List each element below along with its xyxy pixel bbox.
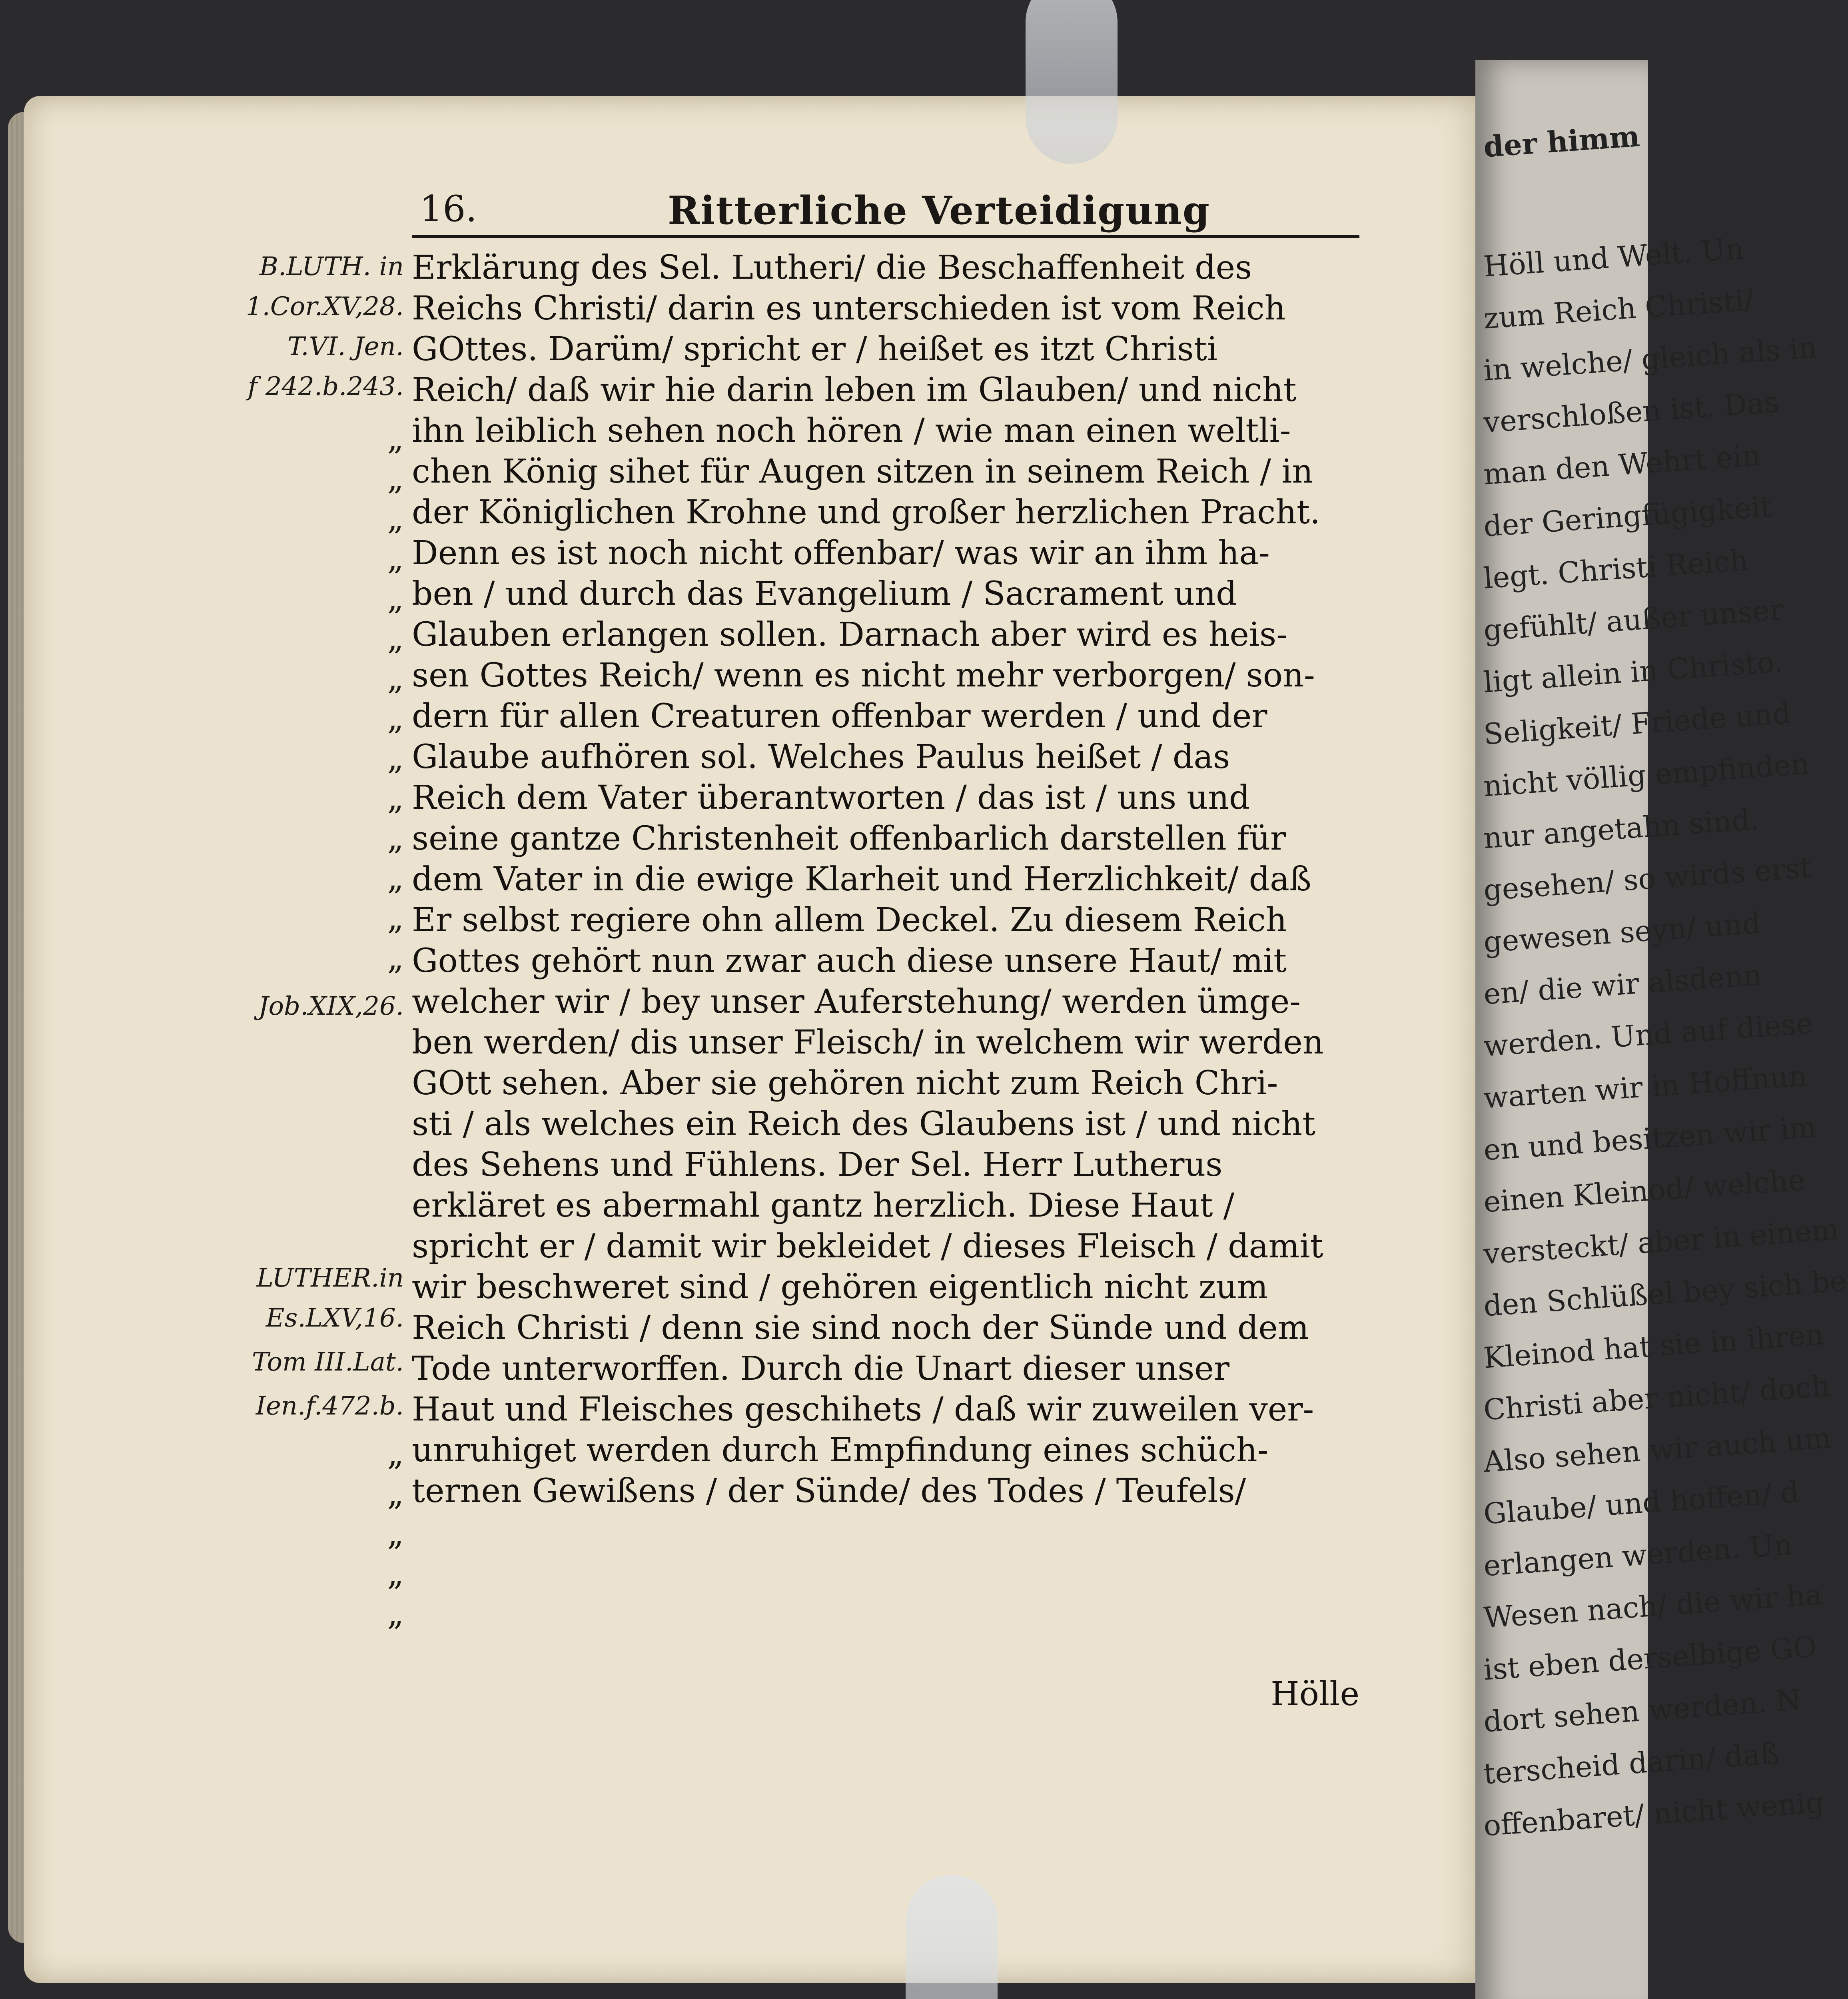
text-line: Reichs Christi/ darin es unterschieden ist vom Reich bbox=[412, 289, 1286, 327]
text-line: Reich dem Vater überantworten / das ist / uns und bbox=[412, 779, 1250, 817]
text-line: Tode unterworffen. Durch die Unart dieser unser bbox=[412, 1350, 1229, 1388]
quote-mark: „ bbox=[387, 540, 404, 577]
text-line: Glaube aufhören sol. Welches Paulus heißet / das bbox=[412, 738, 1230, 776]
margin-note: f 242.b.243. bbox=[247, 372, 404, 401]
margin-note: T.VI. Jen. bbox=[287, 332, 404, 361]
text-line: Erklärung des Sel. Lutheri/ die Beschaffenheit des bbox=[412, 249, 1252, 287]
text-line: spricht er / damit wir bekleidet / dieses Fleisch / damit bbox=[412, 1227, 1323, 1265]
facing-page-line: verschloßen ist. Das bbox=[1482, 385, 1780, 439]
text-line: welcher wir / bey unser Auferstehung/ werden ümge- bbox=[412, 983, 1301, 1021]
quote-mark: „ bbox=[387, 780, 404, 817]
facing-page-line: einen Kleinod/ welche bbox=[1482, 1163, 1806, 1219]
page-clip-top bbox=[1026, 0, 1118, 164]
facing-page-line: gesehen/ so wirds erst bbox=[1482, 850, 1813, 907]
facing-page-line: Glaube/ und hoffen/ d bbox=[1482, 1475, 1800, 1531]
quote-mark: „ bbox=[387, 1435, 404, 1472]
facing-page-line: zum Reich Christi/ bbox=[1482, 283, 1755, 335]
text-line: sen Gottes Reich/ wenn es nicht mehr verborgen/ son- bbox=[412, 656, 1315, 694]
margin-note: LUTHER.in bbox=[256, 1263, 404, 1293]
margin-note: Es.LXV,16. bbox=[265, 1303, 404, 1333]
quote-mark: „ bbox=[387, 740, 404, 777]
quote-mark: „ bbox=[387, 940, 404, 977]
quote-mark: „ bbox=[387, 1595, 404, 1632]
facing-page-line: nur angetahn sind. bbox=[1482, 802, 1760, 855]
text-line: der Königlichen Krohne und großer herzlichen Pracht. bbox=[412, 493, 1321, 531]
quote-mark: „ bbox=[387, 700, 404, 737]
text-line: ihn leiblich sehen noch hören / wie man einen weltli- bbox=[412, 412, 1291, 450]
text-line: Gottes gehört nun zwar auch diese unsere Haut/ mit bbox=[412, 942, 1287, 980]
text-line: unruhiget werden durch Empfindung eines schüch- bbox=[412, 1431, 1269, 1469]
text-line: sti / als welches ein Reich des Glaubens ist / und nicht bbox=[412, 1105, 1316, 1143]
facing-page-line: werden. Und auf diese bbox=[1482, 1006, 1814, 1063]
quote-mark: „ bbox=[387, 580, 404, 617]
quote-mark: „ bbox=[387, 500, 404, 537]
facing-page-line: Christi aber nicht/ doch bbox=[1482, 1369, 1831, 1427]
header-rule bbox=[412, 235, 1359, 238]
facing-page-line: ist eben derselbige GO bbox=[1482, 1630, 1818, 1687]
text-line: ben / und durch das Evangelium / Sacrament und bbox=[412, 575, 1237, 613]
facing-page-line: gewesen seyn/ und bbox=[1482, 906, 1762, 959]
text-line: Er selbst regiere ohn allem Deckel. Zu diesem Reich bbox=[412, 901, 1287, 939]
quote-mark: „ bbox=[387, 860, 404, 897]
facing-page-line: in welche/ gleich als in bbox=[1482, 330, 1818, 387]
facing-page-line: nicht völlig empfinden bbox=[1482, 746, 1810, 803]
quote-mark: „ bbox=[387, 1475, 404, 1512]
running-head: Ritterliche Verteidigung bbox=[668, 188, 1210, 233]
facing-page-line: Wesen nach/ die wir ha bbox=[1482, 1577, 1823, 1635]
facing-page-line: en/ die wir alsdenn bbox=[1482, 958, 1763, 1011]
facing-page-line: der Geringfügigkeit bbox=[1482, 489, 1773, 543]
quote-mark: „ bbox=[387, 460, 404, 497]
text-line: Reich/ daß wir hie darin leben im Glauben/ und nicht bbox=[412, 371, 1297, 409]
text-line: Glauben erlangen sollen. Darnach aber wird es heis- bbox=[412, 616, 1287, 654]
facing-page-line: gefühlt/ außer unser bbox=[1482, 593, 1784, 647]
facing-page-line: offenbaret/ nicht wenig bbox=[1482, 1785, 1825, 1843]
facing-page-line: ligt allein in Christo. bbox=[1482, 644, 1784, 699]
facing-page-line: erlangen werden. Un bbox=[1482, 1527, 1794, 1583]
facing-page-line: Seligkeit/ Friede und bbox=[1482, 696, 1792, 751]
page-clip-bottom bbox=[906, 1875, 998, 1999]
facing-page-line: Höll und Welt. Un bbox=[1482, 231, 1745, 283]
text-line: des Sehens und Fühlens. Der Sel. Herr Lutherus bbox=[412, 1146, 1223, 1184]
margin-note: Tom III.Lat. bbox=[251, 1347, 404, 1377]
quote-mark: „ bbox=[387, 660, 404, 697]
text-line: ternen Gewißens / der Sünde/ des Todes / Teufels/ bbox=[412, 1472, 1246, 1510]
facing-page-fragment bbox=[1475, 60, 1848, 1999]
facing-page-line: man den Wehrt ein bbox=[1482, 438, 1762, 491]
quote-mark: „ bbox=[387, 900, 404, 937]
text-line: Haut und Fleisches geschihets / daß wir zuweilen ver- bbox=[412, 1391, 1314, 1428]
text-line: Denn es ist noch nicht offenbar/ was wir an ihm ha- bbox=[412, 534, 1270, 572]
facing-page-line: Kleinod hat sie in ihren bbox=[1482, 1317, 1825, 1375]
text-line: GOtt sehen. Aber sie gehören nicht zum Reich Chri- bbox=[412, 1064, 1278, 1102]
text-line: ben werden/ dis unser Fleisch/ in welchem wir werden bbox=[412, 1023, 1324, 1061]
text-line: chen König sihet für Augen sitzen in seinem Reich / in bbox=[412, 453, 1313, 491]
text-line: seine gantze Christenheit offenbarlich darstellen für bbox=[412, 820, 1286, 858]
margin-note: Job.XIX,26. bbox=[258, 992, 404, 1021]
margin-note: B.LUTH. in bbox=[259, 252, 404, 281]
facing-page-line: legt. Christi Reich bbox=[1482, 543, 1750, 595]
facing-page-line: en und besitzen wir im bbox=[1482, 1110, 1818, 1167]
facing-page-line: Also sehen wir auch um bbox=[1482, 1420, 1832, 1479]
facing-page-line: versteckt/ aber in einem bbox=[1482, 1212, 1840, 1271]
catchword: Hölle bbox=[1271, 1675, 1359, 1713]
facing-page-line: terscheid darin/ daß bbox=[1482, 1736, 1780, 1791]
page-header bbox=[412, 188, 1359, 236]
text-line: erkläret es abermahl gantz herzlich. Diese Haut / bbox=[412, 1187, 1235, 1225]
text-line: dern für allen Creaturen offenbar werden / und der bbox=[412, 697, 1267, 735]
quote-mark: „ bbox=[387, 420, 404, 457]
text-line: wir beschweret sind / gehören eigentlich nicht zum bbox=[412, 1268, 1268, 1306]
facing-page-line: den Schlüßel bey sich be bbox=[1482, 1264, 1848, 1323]
facing-page-line: warten wir in Hoffnun bbox=[1482, 1059, 1808, 1115]
text-line: dem Vater in die ewige Klarheit und Herzlichkeit/ daß bbox=[412, 860, 1311, 898]
facing-page-line: dort sehen werden. N bbox=[1482, 1683, 1802, 1739]
quote-mark: „ bbox=[387, 1555, 404, 1592]
quote-mark: „ bbox=[387, 620, 404, 657]
quote-mark: „ bbox=[387, 820, 404, 857]
page-number: 16. bbox=[420, 188, 477, 230]
facing-page-header: der himm bbox=[1482, 119, 1641, 164]
margin-note: Ien.f.472.b. bbox=[255, 1391, 404, 1421]
text-line: GOttes. Darüm/ spricht er / heißet es itzt Christi bbox=[412, 330, 1217, 368]
margin-note: 1.Cor.XV,28. bbox=[245, 292, 404, 321]
text-line: Reich Christi / denn sie sind noch der Sünde und dem bbox=[412, 1309, 1309, 1347]
quote-mark: „ bbox=[387, 1515, 404, 1552]
